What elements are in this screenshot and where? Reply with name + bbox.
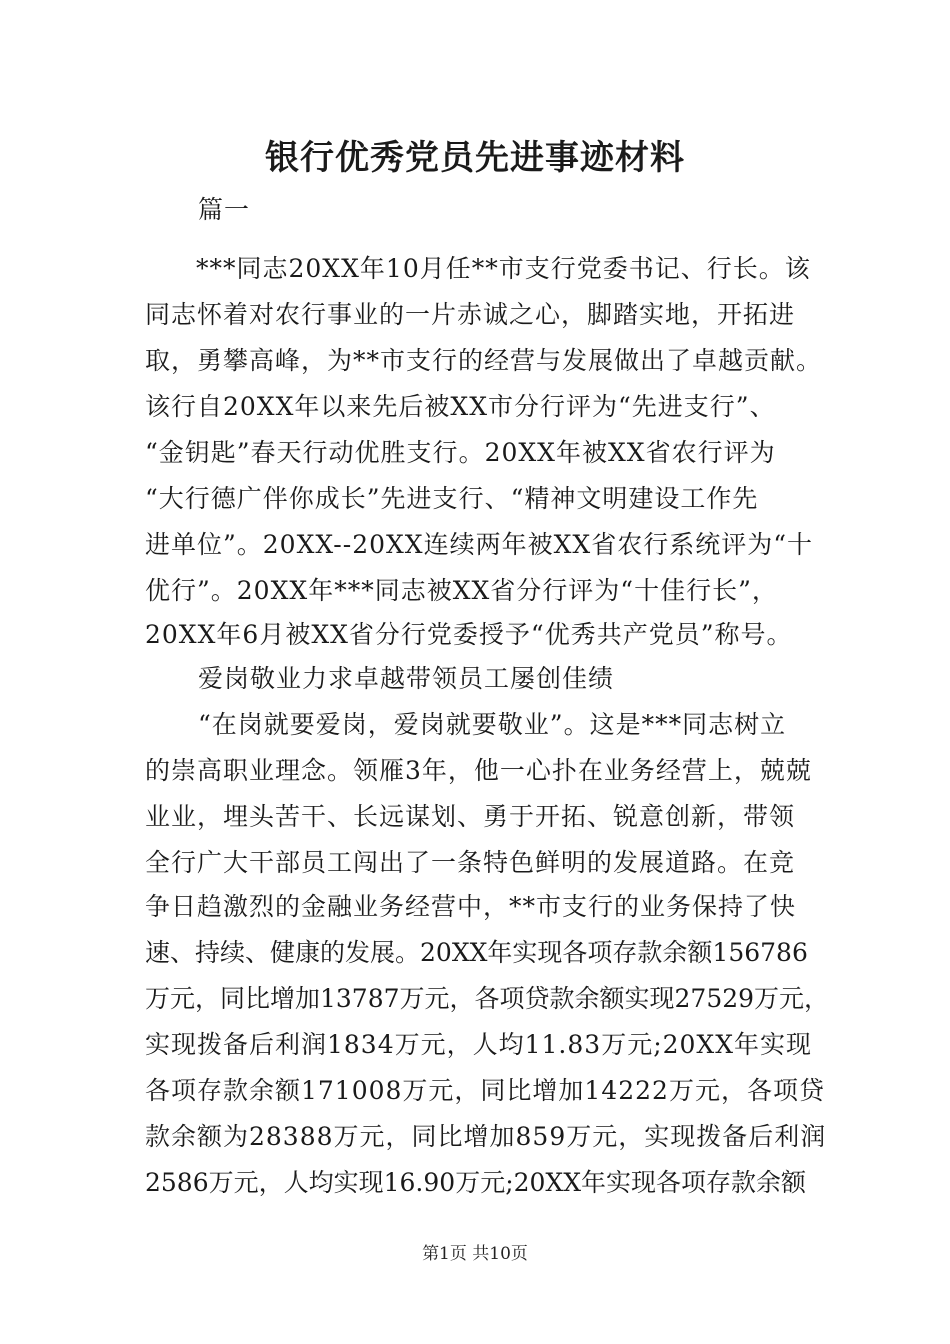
text-line: “大行德广伴你成长”先进支行、“精神文明建设工作先 bbox=[145, 484, 759, 513]
text-line: “金钥匙”春天行动优胜支行。20XX年被XX省农行评为 bbox=[145, 438, 776, 467]
text-line: 优行”。20XX年***同志被XX省分行评为“十佳行长”， bbox=[145, 576, 778, 605]
text-line: 全行广大干部员工闯出了一条特色鲜明的发展道路。在竞 bbox=[145, 848, 796, 877]
text-line: 速、持续、健康的发展。20XX年实现各项存款余额156786 bbox=[145, 938, 808, 967]
text-line: 该行自20XX年以来先后被XX市分行评为“先进支行”、 bbox=[145, 392, 776, 421]
page-number-footer: 第1页 共10页 bbox=[422, 1244, 528, 1264]
text-line: 争日趋激烈的金融业务经营中，**市支行的业务保持了快 bbox=[145, 892, 797, 921]
text-line: 的崇高职业理念。领雁3年，他一心扑在业务经营上，兢兢 bbox=[145, 756, 812, 785]
text-line: 业业，埋头苦干、长远谋划、勇于开拓、锐意创新，带领 bbox=[145, 802, 796, 831]
text-line: 同志怀着对农行事业的一片赤诚之心，脚踏实地，开拓进 bbox=[145, 300, 796, 329]
subheading: 爱岗敬业力求卓越带领员工屡创佳绩 bbox=[198, 664, 615, 693]
text-line: “在岗就要爱岗，爱岗就要敬业”。这是***同志树立 bbox=[198, 710, 787, 739]
text-line: 取，勇攀高峰，为**市支行的经营与发展做出了卓越贡献。 bbox=[145, 346, 823, 375]
text-line: 2586万元，人均实现16.90万元;20XX年实现各项存款余额 bbox=[145, 1168, 807, 1197]
section-heading: 篇一 bbox=[198, 195, 251, 224]
text-line: 万元，同比增加13787万元，各项贷款余额实现27529万元， bbox=[145, 984, 830, 1013]
text-line: ***同志20XX年10月任**市支行党委书记、行长。该 bbox=[196, 254, 811, 283]
text-line: 实现拨备后利润1834万元，人均11.83万元;20XX年实现 bbox=[145, 1030, 813, 1059]
text-line: 进单位”。20XX--20XX连续两年被XX省农行系统评为“十 bbox=[145, 530, 813, 559]
text-line: 各项存款余额171008万元，同比增加14222万元，各项贷 bbox=[145, 1076, 825, 1105]
text-line: 20XX年6月被XX省分行党委授予“优秀共产党员”称号。 bbox=[145, 620, 793, 649]
text-line: 款余额为28388万元，同比增加859万元，实现拨备后利润 bbox=[145, 1122, 827, 1151]
document-title: 银行优秀党员先进事迹材料 bbox=[265, 138, 685, 178]
